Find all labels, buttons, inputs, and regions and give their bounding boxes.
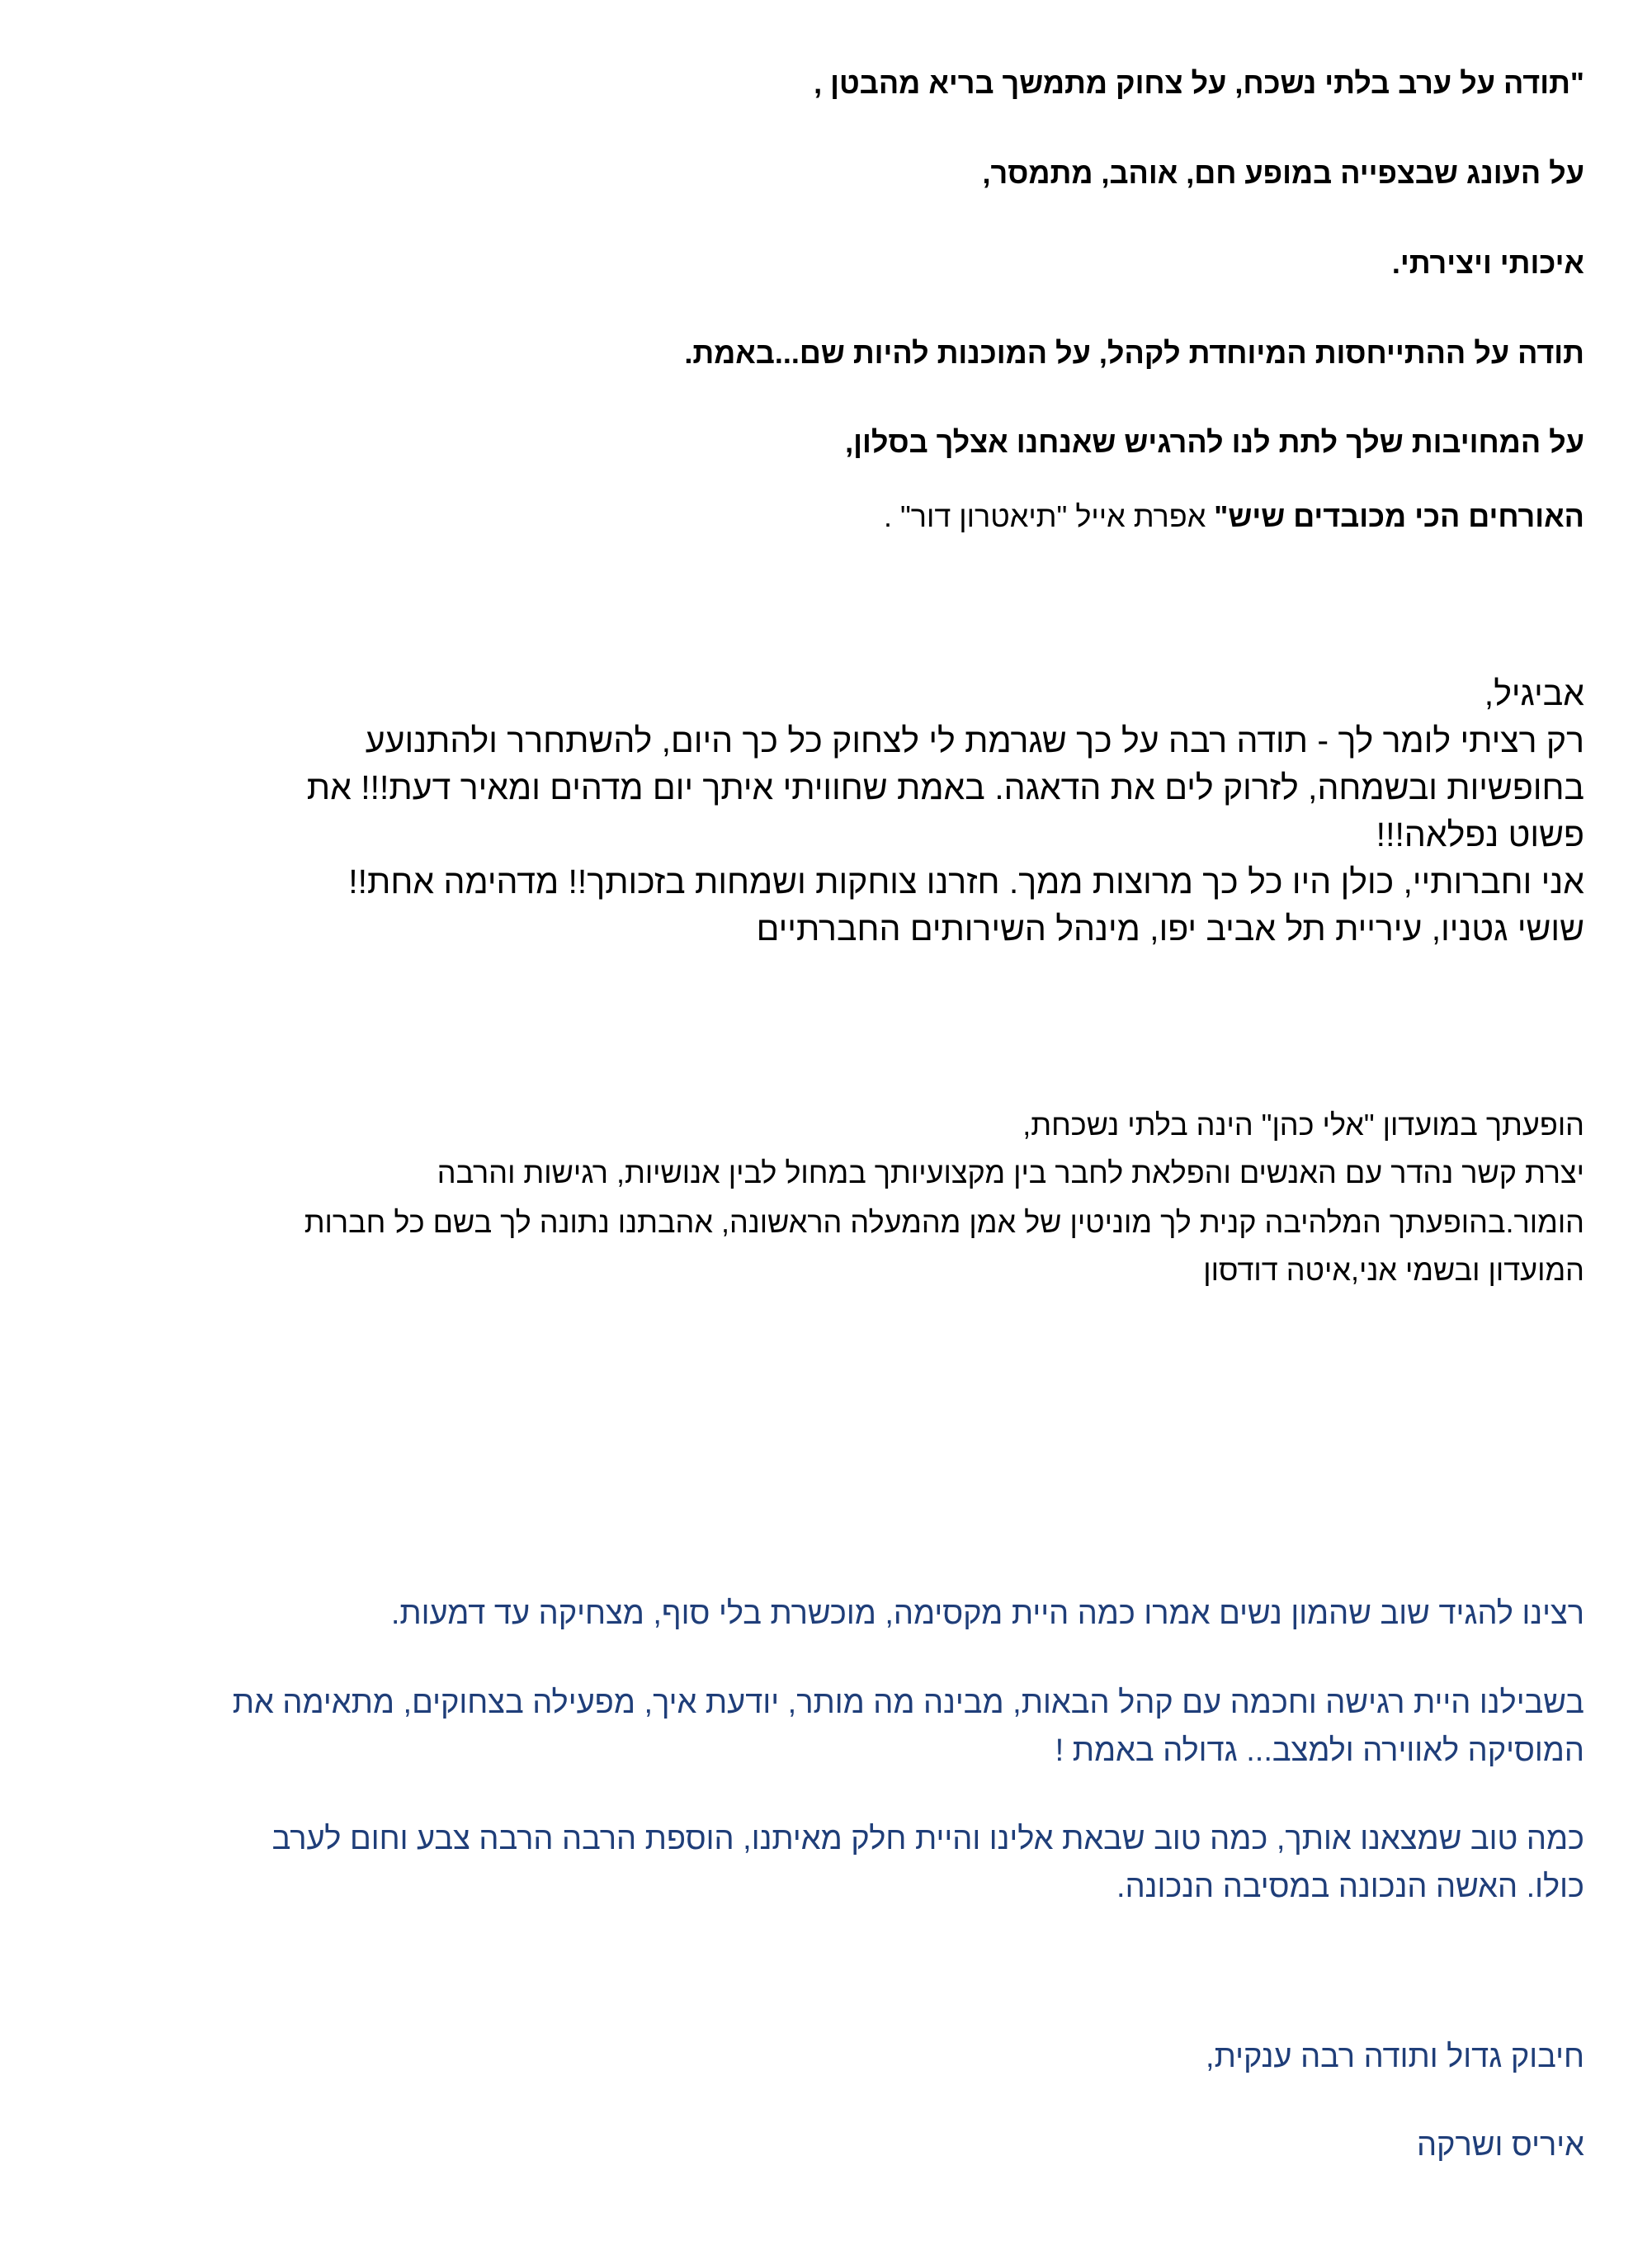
testimonial-4-line-2: בשבילנו היית רגישה וחכמה עם קהל הבאות, מבינה מה מותר, יודעת איך, מפעילה בצחוקים, מתאימה את <box>232 1686 1584 1720</box>
testimonial-3-line-3: הומור.בהופעתך המלהיבה קנית לך מוניטין של אמן מהמעלה הראשונה, אהבתנו נתונה לך בשם כל חברות <box>304 1205 1584 1239</box>
testimonial-1-line-4: תודה על ההתייחסות המיוחדת לקהל, על המוכנות להיות שם...באמת. <box>684 336 1584 370</box>
testimonial-4-signature: איריס ושרקה <box>1416 2128 1584 2163</box>
testimonial-4-line-3: המוסיקה לאווירה ולמצב... גדולה באמת ! <box>1055 1733 1584 1768</box>
signature-name: אפרת אייל "תיאטרון דור" . <box>883 499 1215 533</box>
testimonial-2-line-1: רק רציתי לומר לך - תודה רבה על כך שגרמת לי לצחוק כל כך היום, להשתחרר ולהתנועע <box>365 721 1584 759</box>
testimonial-4-closing: חיבוק גדול ותודה רבה ענקית, <box>1206 2040 1584 2074</box>
testimonial-3-signature: המועדון ובשמי אני,איטה דודסון <box>1203 1253 1584 1287</box>
signature-bold-part: האורחים הכי מכובדים שיש" <box>1214 499 1584 533</box>
testimonial-4-line-1: רצינו להגיד שוב שהמון נשים אמרו כמה היית מקסימה, מוכשרת בלי סוף, מצחיקה עד דמעות. <box>390 1596 1584 1631</box>
testimonial-1-signature <box>884 499 1584 535</box>
testimonial-2-signature: שושי גטניו, עיריית תל אביב יפו, מינהל השירותים החברתיים <box>756 910 1584 948</box>
testimonial-1-line-2: על העונג שבצפייה במופע חם, אוהב, מתמסר, <box>982 156 1584 190</box>
testimonial-1-line-3: איכותי ויצירתי. <box>1391 246 1584 280</box>
testimonial-1-line-1: "תודה על ערב בלתי נשכח, על צחוק מתמשך בריא מהבטן , <box>814 66 1584 100</box>
testimonial-2-line-2: בחופשיות ובשמחה, לזרוק לים את הדאגה. באמת שחוויתי איתך יום מדהים ומאיר דעת!!! את <box>306 768 1584 806</box>
testimonial-1-line-5: על המחויבות שלך לתת לנו להרגיש שאנחנו אצלך בסלון, <box>845 425 1584 459</box>
testimonial-4-line-4: כמה טוב שמצאנו אותך, כמה טוב שבאת אלינו והיית חלק מאיתנו, הוספת הרבה הרבה צבע וחום לערב <box>271 1822 1584 1856</box>
testimonial-2-line-3: פשוט נפלאה!!! <box>1376 816 1584 853</box>
testimonial-3-line-1: הופעתך במועדון "אלי כהן" הינה בלתי נשכחת, <box>1022 1108 1584 1142</box>
testimonial-2-greeting: אביגיל, <box>1484 674 1584 712</box>
testimonial-4-line-5: כולו. האשה הנכונה במסיבה הנכונה. <box>1116 1870 1584 1904</box>
testimonial-2-line-4: אני וחברותיי, כולן היו כל כך מרוצות ממך. חזרנו צוחקות ושמחות בזכותך!! מדהימה אחת!! <box>348 863 1584 901</box>
testimonial-3-line-2: יצרת קשר נהדר עם האנשים והפלאת לחבר בין מקצועיותך במחול לבין אנושיות, רגישות והרבה <box>437 1156 1584 1189</box>
